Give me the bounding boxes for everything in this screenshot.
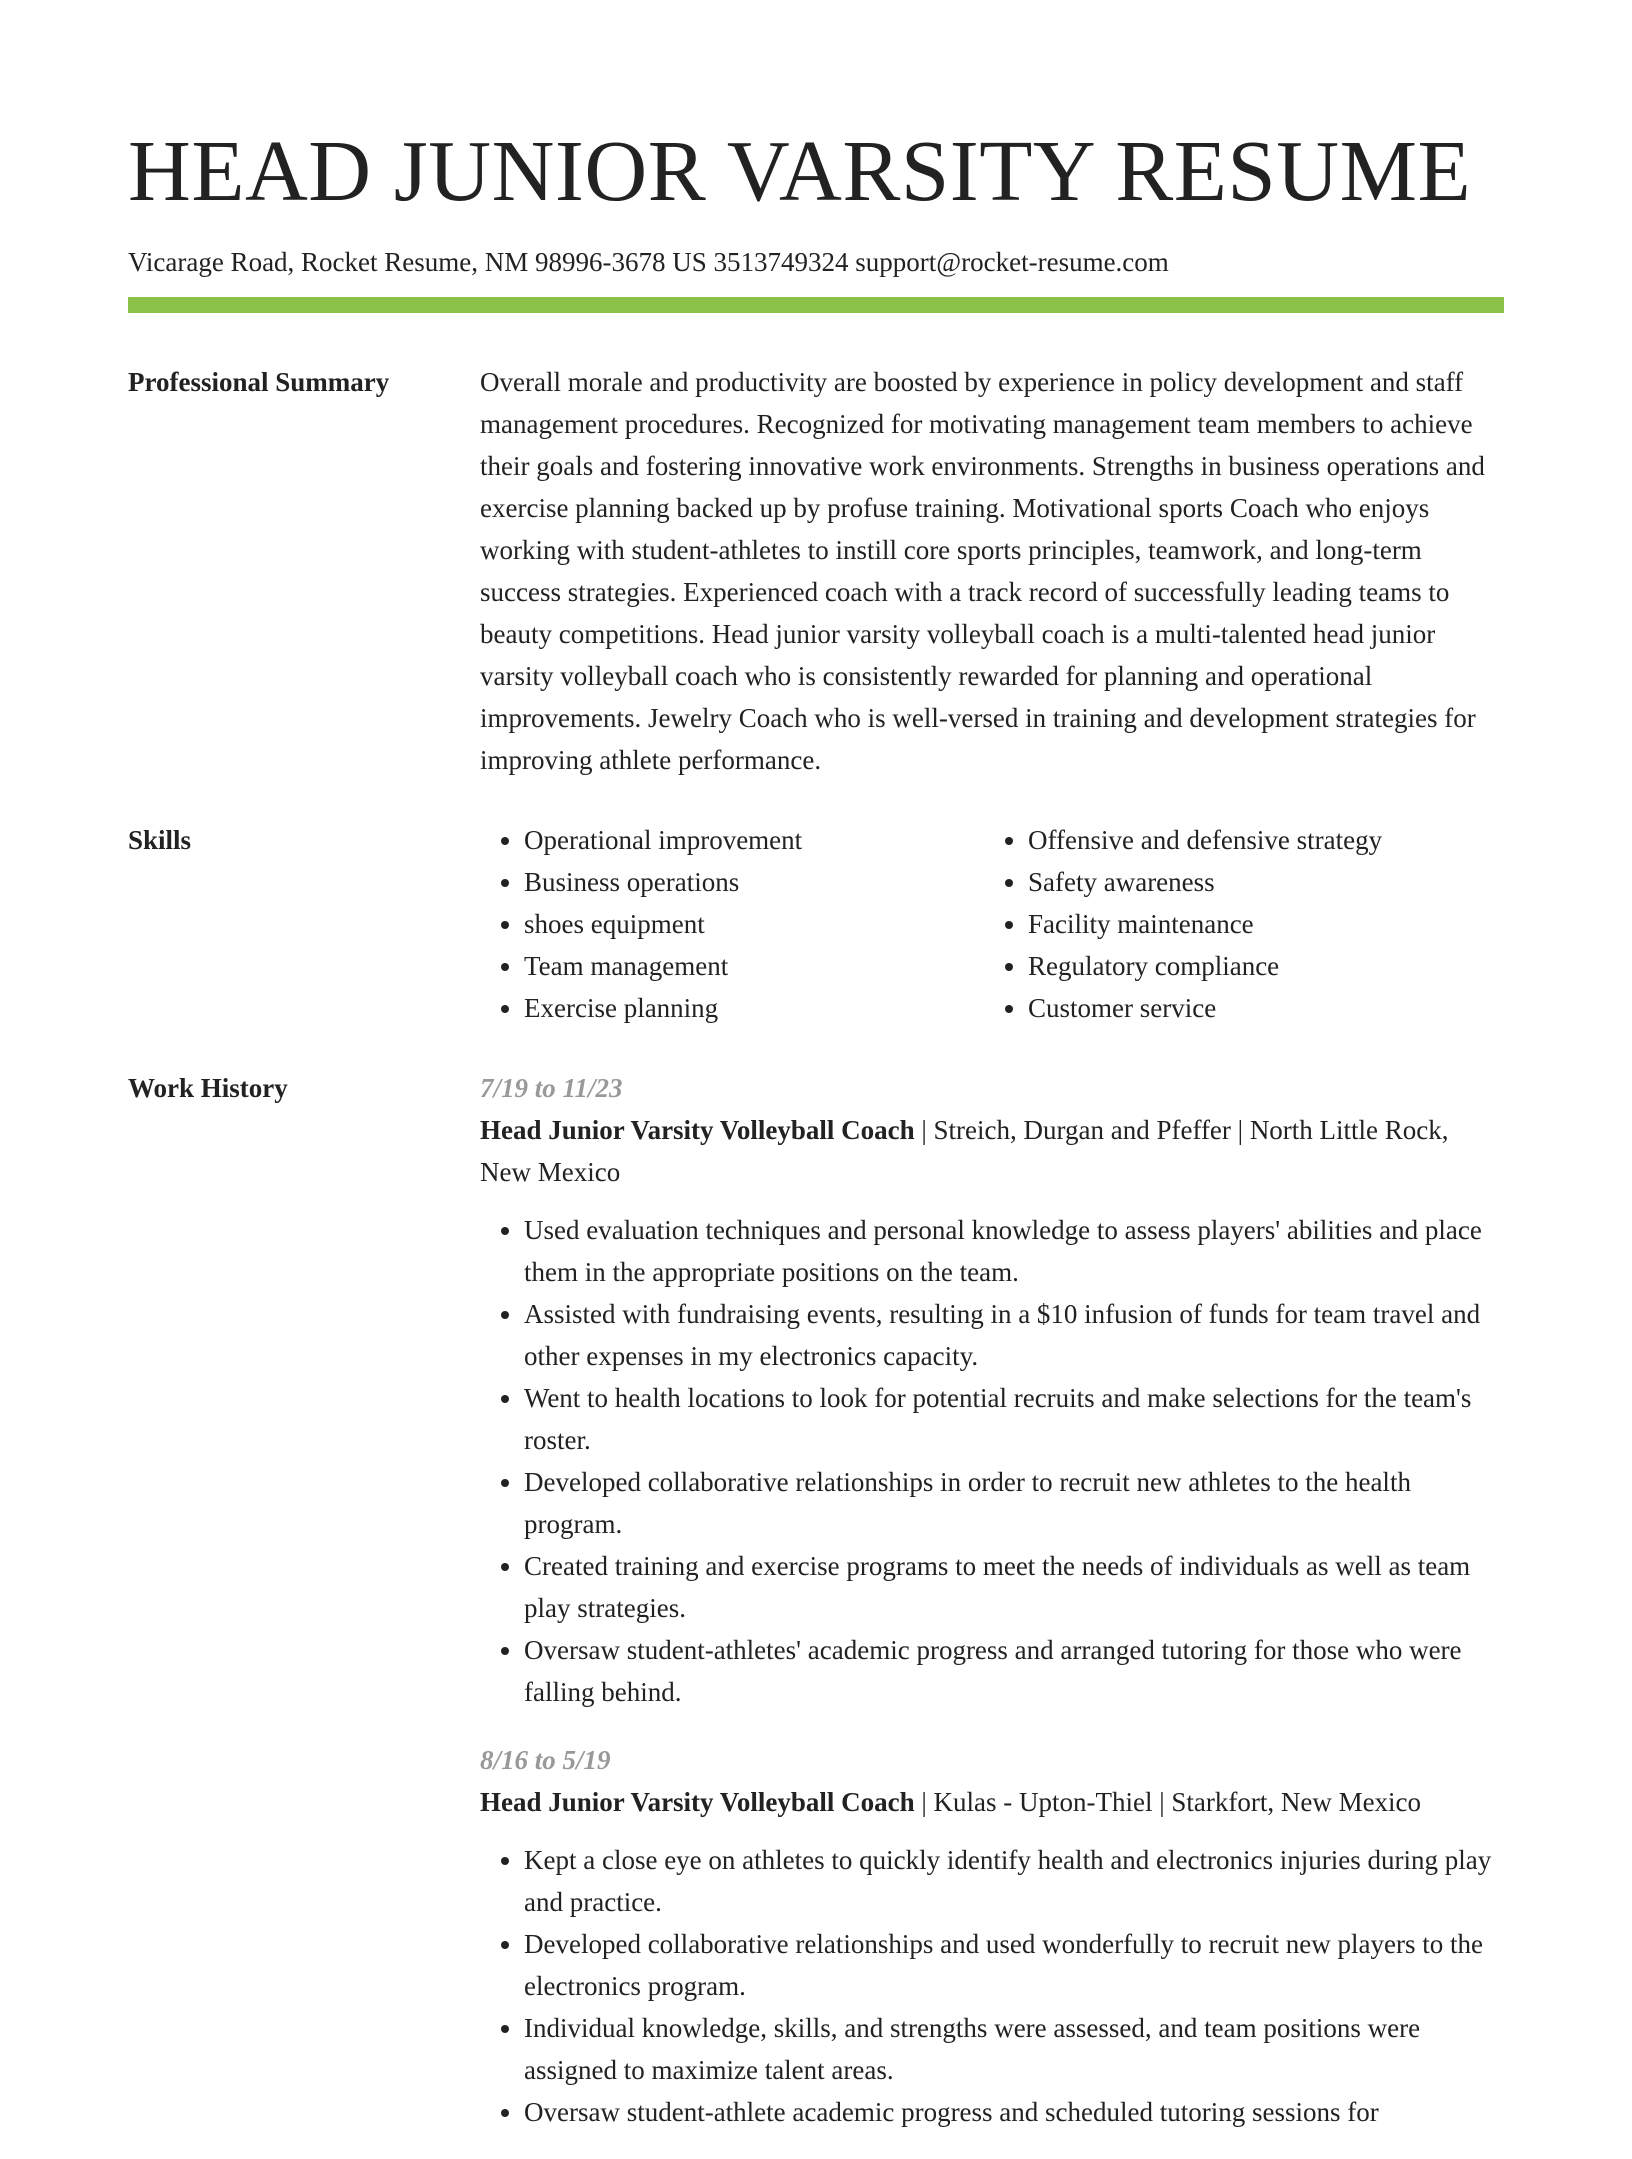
- skill-item: • Offensive and defensive strategy: [1028, 819, 1488, 861]
- skill-item: • Regulatory compliance: [1028, 945, 1488, 987]
- job-dates: 8/16 to 5/19: [480, 1745, 611, 1775]
- skill-item: • Safety awareness: [1028, 861, 1488, 903]
- skill-item: • shoes equipment: [524, 903, 984, 945]
- summary-heading: Professional Summary: [128, 367, 390, 397]
- skills-list-left: [480, 819, 984, 1029]
- job-heading: [480, 1781, 1504, 1823]
- skill-item: • Customer service: [1028, 987, 1488, 1029]
- job-details: | Streich, Durgan and Pfeffer | North Little Rock, New Mexico: [480, 1115, 1449, 1187]
- job-bullet: • Assisted with fundraising events, resulting in a $10 infusion of funds for team travel and other expenses in my electronics capacity.: [524, 1293, 1504, 1377]
- skills-list-right: [984, 819, 1488, 1029]
- skills-heading: Skills: [128, 825, 192, 855]
- skill-item: • Team management: [524, 945, 984, 987]
- job-bullets: [480, 1209, 1504, 1713]
- job-bullet: • Used evaluation techniques and personal knowledge to assess players' abilities and place them in the appropriate positions on the team.: [524, 1209, 1504, 1293]
- job-bullet: • Oversaw student-athlete academic progress and scheduled tutoring sessions for: [524, 2091, 1504, 2133]
- job-dates: 7/19 to 11/23: [480, 1073, 623, 1103]
- job-bullet: • Went to health locations to look for potential recruits and make selections for the team's roster.: [524, 1377, 1504, 1461]
- work-history-body: [480, 1067, 1504, 2159]
- work-history-section: [128, 1067, 1504, 2159]
- summary-text: Overall morale and productivity are boosted by experience in policy development and staff management procedures. Recognized for motivating management team members to achieve their goals and fostering innovative work environments. Strengths in business operations and exercise planning backed up by profuse training. Motivational sports Coach who enjoys working with student-athletes to instill core sports principles, teamwork, and long-term success strategies. Experienced coach with a track record of successfully leading teams to beauty competitions. Head junior varsity volleyball coach is a multi-talented head junior varsity volleyball coach who is consistently rewarded for planning and operational improvements. Jewelry Coach who is well-versed in training and development strategies for improving athlete performance.: [480, 367, 1485, 775]
- job-bullet: • Individual knowledge, skills, and strengths were assessed, and team positions were assigned to maximize talent areas.: [524, 2007, 1504, 2091]
- contact-line: Vicarage Road, Rocket Resume, NM 98996-3678 US 3513749324 support@rocket-resume.com: [128, 247, 1169, 277]
- job-details: | Kulas - Upton-Thiel | Starkfort, New Mexico: [914, 1787, 1422, 1817]
- resume-page: [128, 0, 1504, 2159]
- resume-title: HEAD JUNIOR VARSITY RESUME: [128, 122, 1472, 219]
- skill-item: • Exercise planning: [524, 987, 984, 1029]
- job-bullets: [480, 1839, 1504, 2133]
- skill-item: • Facility maintenance: [1028, 903, 1488, 945]
- skills-body: [480, 819, 1504, 1029]
- accent-divider: [128, 297, 1504, 313]
- job-entry: [480, 1067, 1504, 1713]
- job-bullet: • Developed collaborative relationships and used wonderfully to recruit new players to the electronics program.: [524, 1923, 1504, 2007]
- job-bullet: • Kept a close eye on athletes to quickly identify health and electronics injuries during play and practice.: [524, 1839, 1504, 1923]
- job-bullet: • Oversaw student-athletes' academic progress and arranged tutoring for those who were falling behind.: [524, 1629, 1504, 1713]
- job-bullet: • Developed collaborative relationships in order to recruit new athletes to the health program.: [524, 1461, 1504, 1545]
- summary-section: [128, 361, 1504, 781]
- job-heading: [480, 1109, 1504, 1193]
- skill-item: • Operational improvement: [524, 819, 984, 861]
- skill-item: • Business operations: [524, 861, 984, 903]
- job-title: Head Junior Varsity Volleyball Coach: [480, 1787, 915, 1817]
- job-title: Head Junior Varsity Volleyball Coach: [480, 1115, 915, 1145]
- summary-body: [480, 361, 1504, 781]
- job-entry: [480, 1739, 1504, 2133]
- job-bullet: • Created training and exercise programs to meet the needs of individuals as well as team play strategies.: [524, 1545, 1504, 1629]
- skills-section: [128, 819, 1504, 1029]
- work-history-heading: Work History: [128, 1073, 288, 1103]
